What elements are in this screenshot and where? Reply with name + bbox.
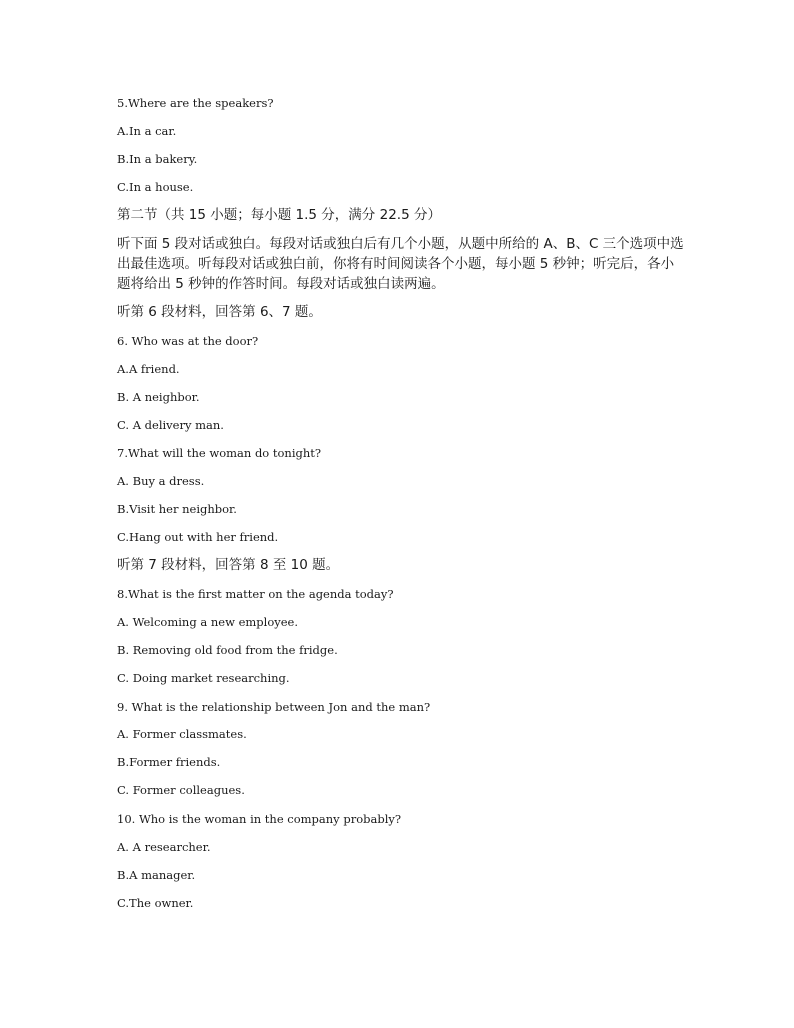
q8-option-a: A. Welcoming a new employee. [117,615,299,629]
q7-option-a: A. Buy a dress. [117,474,205,488]
q10-option-c: C.The owner. [117,896,194,910]
q6-option-c: C. A delivery man. [117,418,224,432]
q10-option-a: A. A researcher. [117,840,211,854]
question-8: 8.What is the first matter on the agenda today? [117,587,394,601]
question-5: 5.Where are the speakers? [117,96,274,110]
q10-option-b: B.A manager. [117,868,196,882]
passage-6-heading: 听第 6 段材料，回答第 6、7 题。 [117,304,322,320]
q6-option-a: A.A friend. [117,362,180,376]
passage-7-heading: 听第 7 段材料，回答第 8 至 10 题。 [117,557,340,573]
question-10: 10. Who is the woman in the company probably? [117,812,402,826]
q6-option-b: B. A neighbor. [117,390,200,404]
instructions-line-1: 听下面 5 段对话或独白。每段对话或独白后有几个小题，从题中所给的 A、B、C 三个选项中选 [117,236,684,252]
question-7: 7.What will the woman do tonight? [117,446,322,460]
q9-option-a: A. Former classmates. [117,727,247,741]
q7-option-b: B.Visit her neighbor. [117,502,237,516]
q8-option-c: C. Doing market researching. [117,671,290,685]
instructions-line-2: 出最佳选项。听每段对话或独白前，你将有时间阅读各个小题，每小题 5 秒钟；听完后，各小 [117,256,675,272]
q7-option-c: C.Hang out with her friend. [117,530,279,544]
instructions-line-3: 题将给出 5 秒钟的作答时间。每段对话或独白读两遍。 [117,276,445,292]
q5-option-b: B.In a bakery. [117,152,198,166]
question-6: 6. Who was at the door? [117,334,259,348]
q9-option-b: B.Former friends. [117,755,221,769]
q9-option-c: C. Former colleagues. [117,783,245,797]
q5-option-c: C.In a house. [117,180,194,194]
question-9: 9. What is the relationship between Jon and the man? [117,700,431,714]
section-2-heading: 第二节（共 15 小题；每小题 1.5 分，满分 22.5 分） [117,207,441,223]
q5-option-a: A.In a car. [117,124,177,138]
q8-option-b: B. Removing old food from the fridge. [117,643,338,657]
